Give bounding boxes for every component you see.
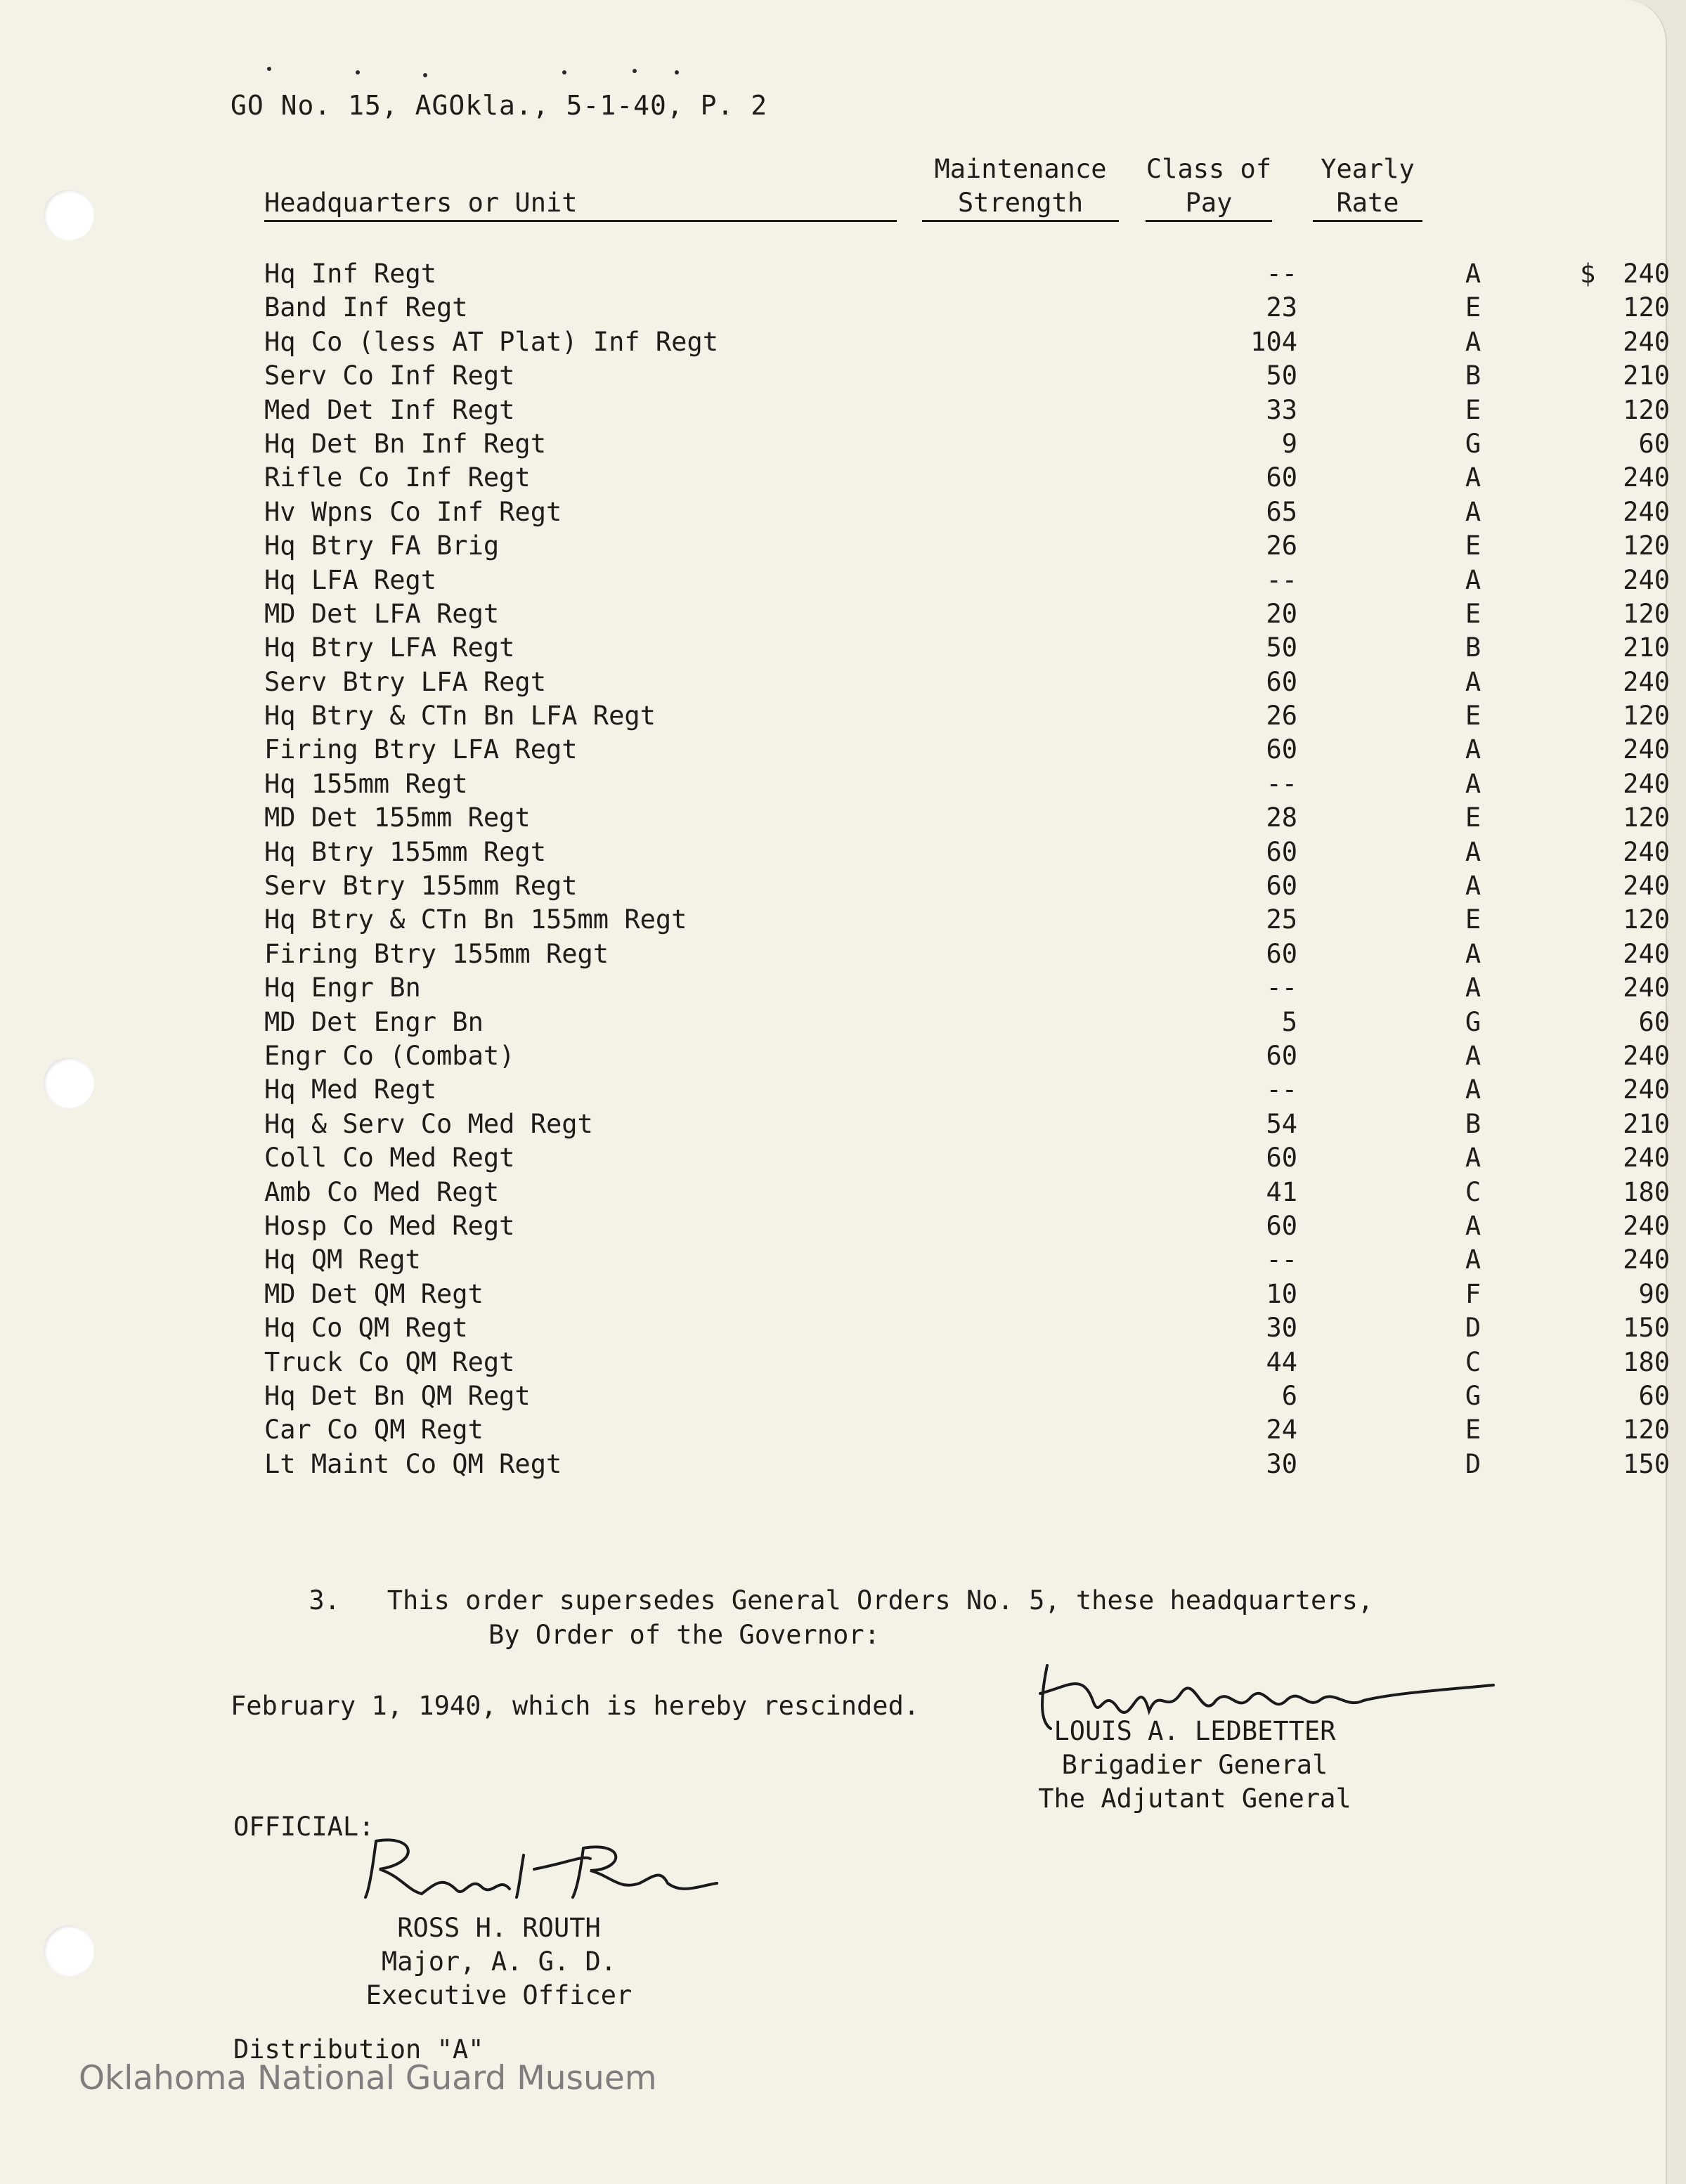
unit-cell: Rifle Co Inf Regt — [264, 462, 531, 493]
distribution-line: Distribution "A" — [233, 2034, 484, 2065]
dollar-sign: $ — [1580, 259, 1596, 289]
unit-cell: Hq Btry LFA Regt — [264, 632, 515, 663]
strength-cell: -- — [1266, 1244, 1297, 1275]
class-cell: A — [1465, 1244, 1481, 1275]
rate-cell: 240 — [1623, 259, 1670, 289]
rate-cell: 120 — [1623, 292, 1670, 323]
class-cell: E — [1465, 802, 1481, 833]
strength-cell: 20 — [1266, 598, 1297, 629]
rate-cell: 180 — [1623, 1346, 1670, 1377]
unit-cell: Hosp Co Med Regt — [264, 1210, 515, 1241]
class-cell: G — [1465, 428, 1481, 459]
rate-cell: 240 — [1623, 836, 1670, 867]
unit-cell: Hq Det Bn QM Regt — [264, 1380, 531, 1411]
strength-cell: 60 — [1266, 1040, 1297, 1071]
col-header-strength: Maintenance Strength — [922, 152, 1119, 222]
strength-cell: 23 — [1266, 292, 1297, 323]
strength-cell: 65 — [1266, 496, 1297, 527]
rate-cell: 240 — [1623, 1143, 1670, 1174]
class-cell: E — [1465, 904, 1481, 935]
rate-cell: 240 — [1623, 1210, 1670, 1241]
class-cell: A — [1465, 1040, 1481, 1071]
class-cell: A — [1465, 326, 1481, 357]
unit-cell: Serv Btry 155mm Regt — [264, 871, 578, 902]
strength-cell: 26 — [1266, 701, 1297, 732]
class-cell: A — [1465, 496, 1481, 527]
class-cell: A — [1465, 564, 1481, 595]
unit-cell: Serv Btry LFA Regt — [264, 666, 546, 697]
rate-cell: 210 — [1623, 360, 1670, 391]
class-cell: D — [1465, 1448, 1481, 1479]
strength-cell: 60 — [1266, 1143, 1297, 1174]
unit-cell: Hq 155mm Regt — [264, 768, 468, 799]
unit-cell: MD Det QM Regt — [264, 1278, 484, 1309]
strength-cell: -- — [1266, 1074, 1297, 1105]
unit-cell: Hq Co QM Regt — [264, 1313, 468, 1344]
rate-cell: 240 — [1623, 871, 1670, 902]
unit-cell: Hq LFA Regt — [264, 564, 437, 595]
rate-cell: 120 — [1623, 531, 1670, 561]
unit-cell: Engr Co (Combat) — [264, 1040, 515, 1071]
class-cell: A — [1465, 836, 1481, 867]
unit-cell: Band Inf Regt — [264, 292, 468, 323]
rate-cell: 240 — [1623, 564, 1670, 595]
strength-cell: -- — [1266, 564, 1297, 595]
rate-cell: 120 — [1623, 1415, 1670, 1445]
official-label: OFFICIAL: — [233, 1812, 375, 1842]
unit-cell: Hq Btry & CTn Bn 155mm Regt — [264, 904, 687, 935]
class-cell: B — [1465, 360, 1481, 391]
unit-cell: Hv Wpns Co Inf Regt — [264, 496, 562, 527]
strength-cell: 50 — [1266, 360, 1297, 391]
rate-cell: 240 — [1623, 496, 1670, 527]
strength-cell: 50 — [1266, 632, 1297, 663]
class-cell: A — [1465, 462, 1481, 493]
punch-hole-top — [44, 190, 94, 240]
class-cell: E — [1465, 531, 1481, 561]
class-cell: E — [1465, 292, 1481, 323]
unit-cell: Truck Co QM Regt — [264, 1346, 515, 1377]
strength-cell: -- — [1266, 768, 1297, 799]
unit-cell: Car Co QM Regt — [264, 1415, 484, 1445]
strength-cell: 5 — [1281, 1006, 1297, 1037]
class-cell: E — [1465, 598, 1481, 629]
strength-cell: 10 — [1266, 1278, 1297, 1309]
rate-cell: 240 — [1623, 973, 1670, 1003]
rate-cell: 210 — [1623, 632, 1670, 663]
strength-cell: 60 — [1266, 734, 1297, 765]
rate-cell: 240 — [1623, 462, 1670, 493]
class-cell: D — [1465, 1313, 1481, 1344]
strength-cell: 26 — [1266, 531, 1297, 561]
class-cell: A — [1465, 734, 1481, 765]
signer2-block — [337, 1911, 661, 2013]
rate-cell: 120 — [1623, 394, 1670, 425]
class-cell: E — [1465, 1415, 1481, 1445]
class-cell: A — [1465, 1074, 1481, 1105]
class-cell: A — [1465, 938, 1481, 969]
class-cell: G — [1465, 1380, 1481, 1411]
rate-cell: 120 — [1623, 802, 1670, 833]
page-header: GO No. 15, AGOkla., 5-1-40, P. 2 — [231, 90, 768, 121]
strength-cell: 28 — [1266, 802, 1297, 833]
unit-cell: Hq Engr Bn — [264, 973, 421, 1003]
unit-cell: Coll Co Med Regt — [264, 1143, 515, 1174]
strength-cell: -- — [1266, 259, 1297, 289]
strength-cell: 44 — [1266, 1346, 1297, 1377]
strength-cell: 104 — [1250, 326, 1297, 357]
unit-cell: Med Det Inf Regt — [264, 394, 515, 425]
by-order-line: By Order of the Governor: — [488, 1620, 880, 1650]
rate-cell: 90 — [1638, 1278, 1670, 1309]
strength-cell: 6 — [1281, 1380, 1297, 1411]
rate-cell: 120 — [1623, 701, 1670, 732]
rate-cell: 240 — [1623, 1040, 1670, 1071]
unit-cell: Hq & Serv Co Med Regt — [264, 1108, 593, 1139]
strength-cell: 30 — [1266, 1448, 1297, 1479]
col-header-unit: Headquarters or Unit — [264, 186, 897, 222]
col-header-class: Class of Pay — [1146, 152, 1272, 222]
rate-cell: 240 — [1623, 1074, 1670, 1105]
unit-cell: Hq Inf Regt — [264, 259, 437, 289]
strength-cell: 60 — [1266, 1210, 1297, 1241]
unit-cell: MD Det 155mm Regt — [264, 802, 531, 833]
class-cell: A — [1465, 666, 1481, 697]
unit-cell: MD Det Engr Bn — [264, 1006, 484, 1037]
punch-hole-bottom — [44, 1925, 94, 1976]
col-header-rate: Yearly Rate — [1313, 152, 1422, 222]
strength-cell: 33 — [1266, 394, 1297, 425]
unit-cell: MD Det LFA Regt — [264, 598, 500, 629]
strength-cell: 9 — [1281, 428, 1297, 459]
unit-cell: Hq QM Regt — [264, 1244, 421, 1275]
class-cell: A — [1465, 1143, 1481, 1174]
strength-cell: 60 — [1266, 836, 1297, 867]
class-cell: E — [1465, 394, 1481, 425]
class-cell: B — [1465, 1108, 1481, 1139]
watermark: Oklahoma National Guard Musuem — [79, 2059, 657, 2098]
rate-cell: 120 — [1623, 598, 1670, 629]
class-cell: G — [1465, 1006, 1481, 1037]
rate-cell: 240 — [1623, 734, 1670, 765]
signer1-block — [1033, 1715, 1356, 1816]
paragraph-3: 3. This order supersedes General Orders No. 5, these headquarters, February 1, 1940, which is hereby rescinded. — [231, 1585, 1374, 1721]
strength-cell: -- — [1266, 973, 1297, 1003]
class-cell: E — [1465, 701, 1481, 732]
class-cell: A — [1465, 1210, 1481, 1241]
punch-hole-middle — [44, 1058, 94, 1108]
class-cell: C — [1465, 1176, 1481, 1207]
class-cell: B — [1465, 632, 1481, 663]
unit-cell: Hq Btry & CTn Bn LFA Regt — [264, 701, 656, 732]
signer2-title2: Executive Officer — [365, 1980, 633, 2010]
unit-cell: Hq Btry 155mm Regt — [264, 836, 546, 867]
rate-cell: 240 — [1623, 768, 1670, 799]
strength-cell: 60 — [1266, 462, 1297, 493]
rate-cell: 240 — [1623, 938, 1670, 969]
rate-cell: 240 — [1623, 326, 1670, 357]
strength-cell: 60 — [1266, 871, 1297, 902]
strength-cell: 41 — [1266, 1176, 1297, 1207]
strength-cell: 60 — [1266, 938, 1297, 969]
class-cell: A — [1465, 768, 1481, 799]
rate-cell: 150 — [1623, 1448, 1670, 1479]
unit-cell: Serv Co Inf Regt — [264, 360, 515, 391]
signer2-title1: Major, A. G. D. — [381, 1946, 617, 1977]
strength-cell: 30 — [1266, 1313, 1297, 1344]
rate-cell: 150 — [1623, 1313, 1670, 1344]
signer2-name: ROSS H. ROUTH — [397, 1913, 601, 1943]
rate-cell: 210 — [1623, 1108, 1670, 1139]
signer1-name: LOUIS A. LEDBETTER — [1053, 1716, 1336, 1746]
strength-cell: 54 — [1266, 1108, 1297, 1139]
class-cell: A — [1465, 259, 1481, 289]
rate-cell: 240 — [1623, 1244, 1670, 1275]
signer1-title1: Brigadier General — [1061, 1750, 1328, 1780]
signer1-title2: The Adjutant General — [1038, 1783, 1351, 1814]
unit-cell: Hq Co (less AT Plat) Inf Regt — [264, 326, 719, 357]
unit-cell: Amb Co Med Regt — [264, 1176, 500, 1207]
rate-cell: 60 — [1638, 1380, 1670, 1411]
strength-cell: 60 — [1266, 666, 1297, 697]
strength-cell: 25 — [1266, 904, 1297, 935]
unit-cell: Hq Det Bn Inf Regt — [264, 428, 546, 459]
class-cell: F — [1465, 1278, 1481, 1309]
rate-cell: 60 — [1638, 428, 1670, 459]
class-cell: A — [1465, 973, 1481, 1003]
strength-cell: 24 — [1266, 1415, 1297, 1445]
rate-cell: 120 — [1623, 904, 1670, 935]
unit-cell: Firing Btry LFA Regt — [264, 734, 578, 765]
unit-cell: Hq Btry FA Brig — [264, 531, 500, 561]
rate-cell: 240 — [1623, 666, 1670, 697]
unit-cell: Lt Maint Co QM Regt — [264, 1448, 562, 1479]
unit-cell: Firing Btry 155mm Regt — [264, 938, 609, 969]
rate-cell: 60 — [1638, 1006, 1670, 1037]
unit-cell: Hq Med Regt — [264, 1074, 437, 1105]
rate-cell: 180 — [1623, 1176, 1670, 1207]
signature-routh — [358, 1827, 724, 1911]
class-cell: A — [1465, 871, 1481, 902]
class-cell: C — [1465, 1346, 1481, 1377]
